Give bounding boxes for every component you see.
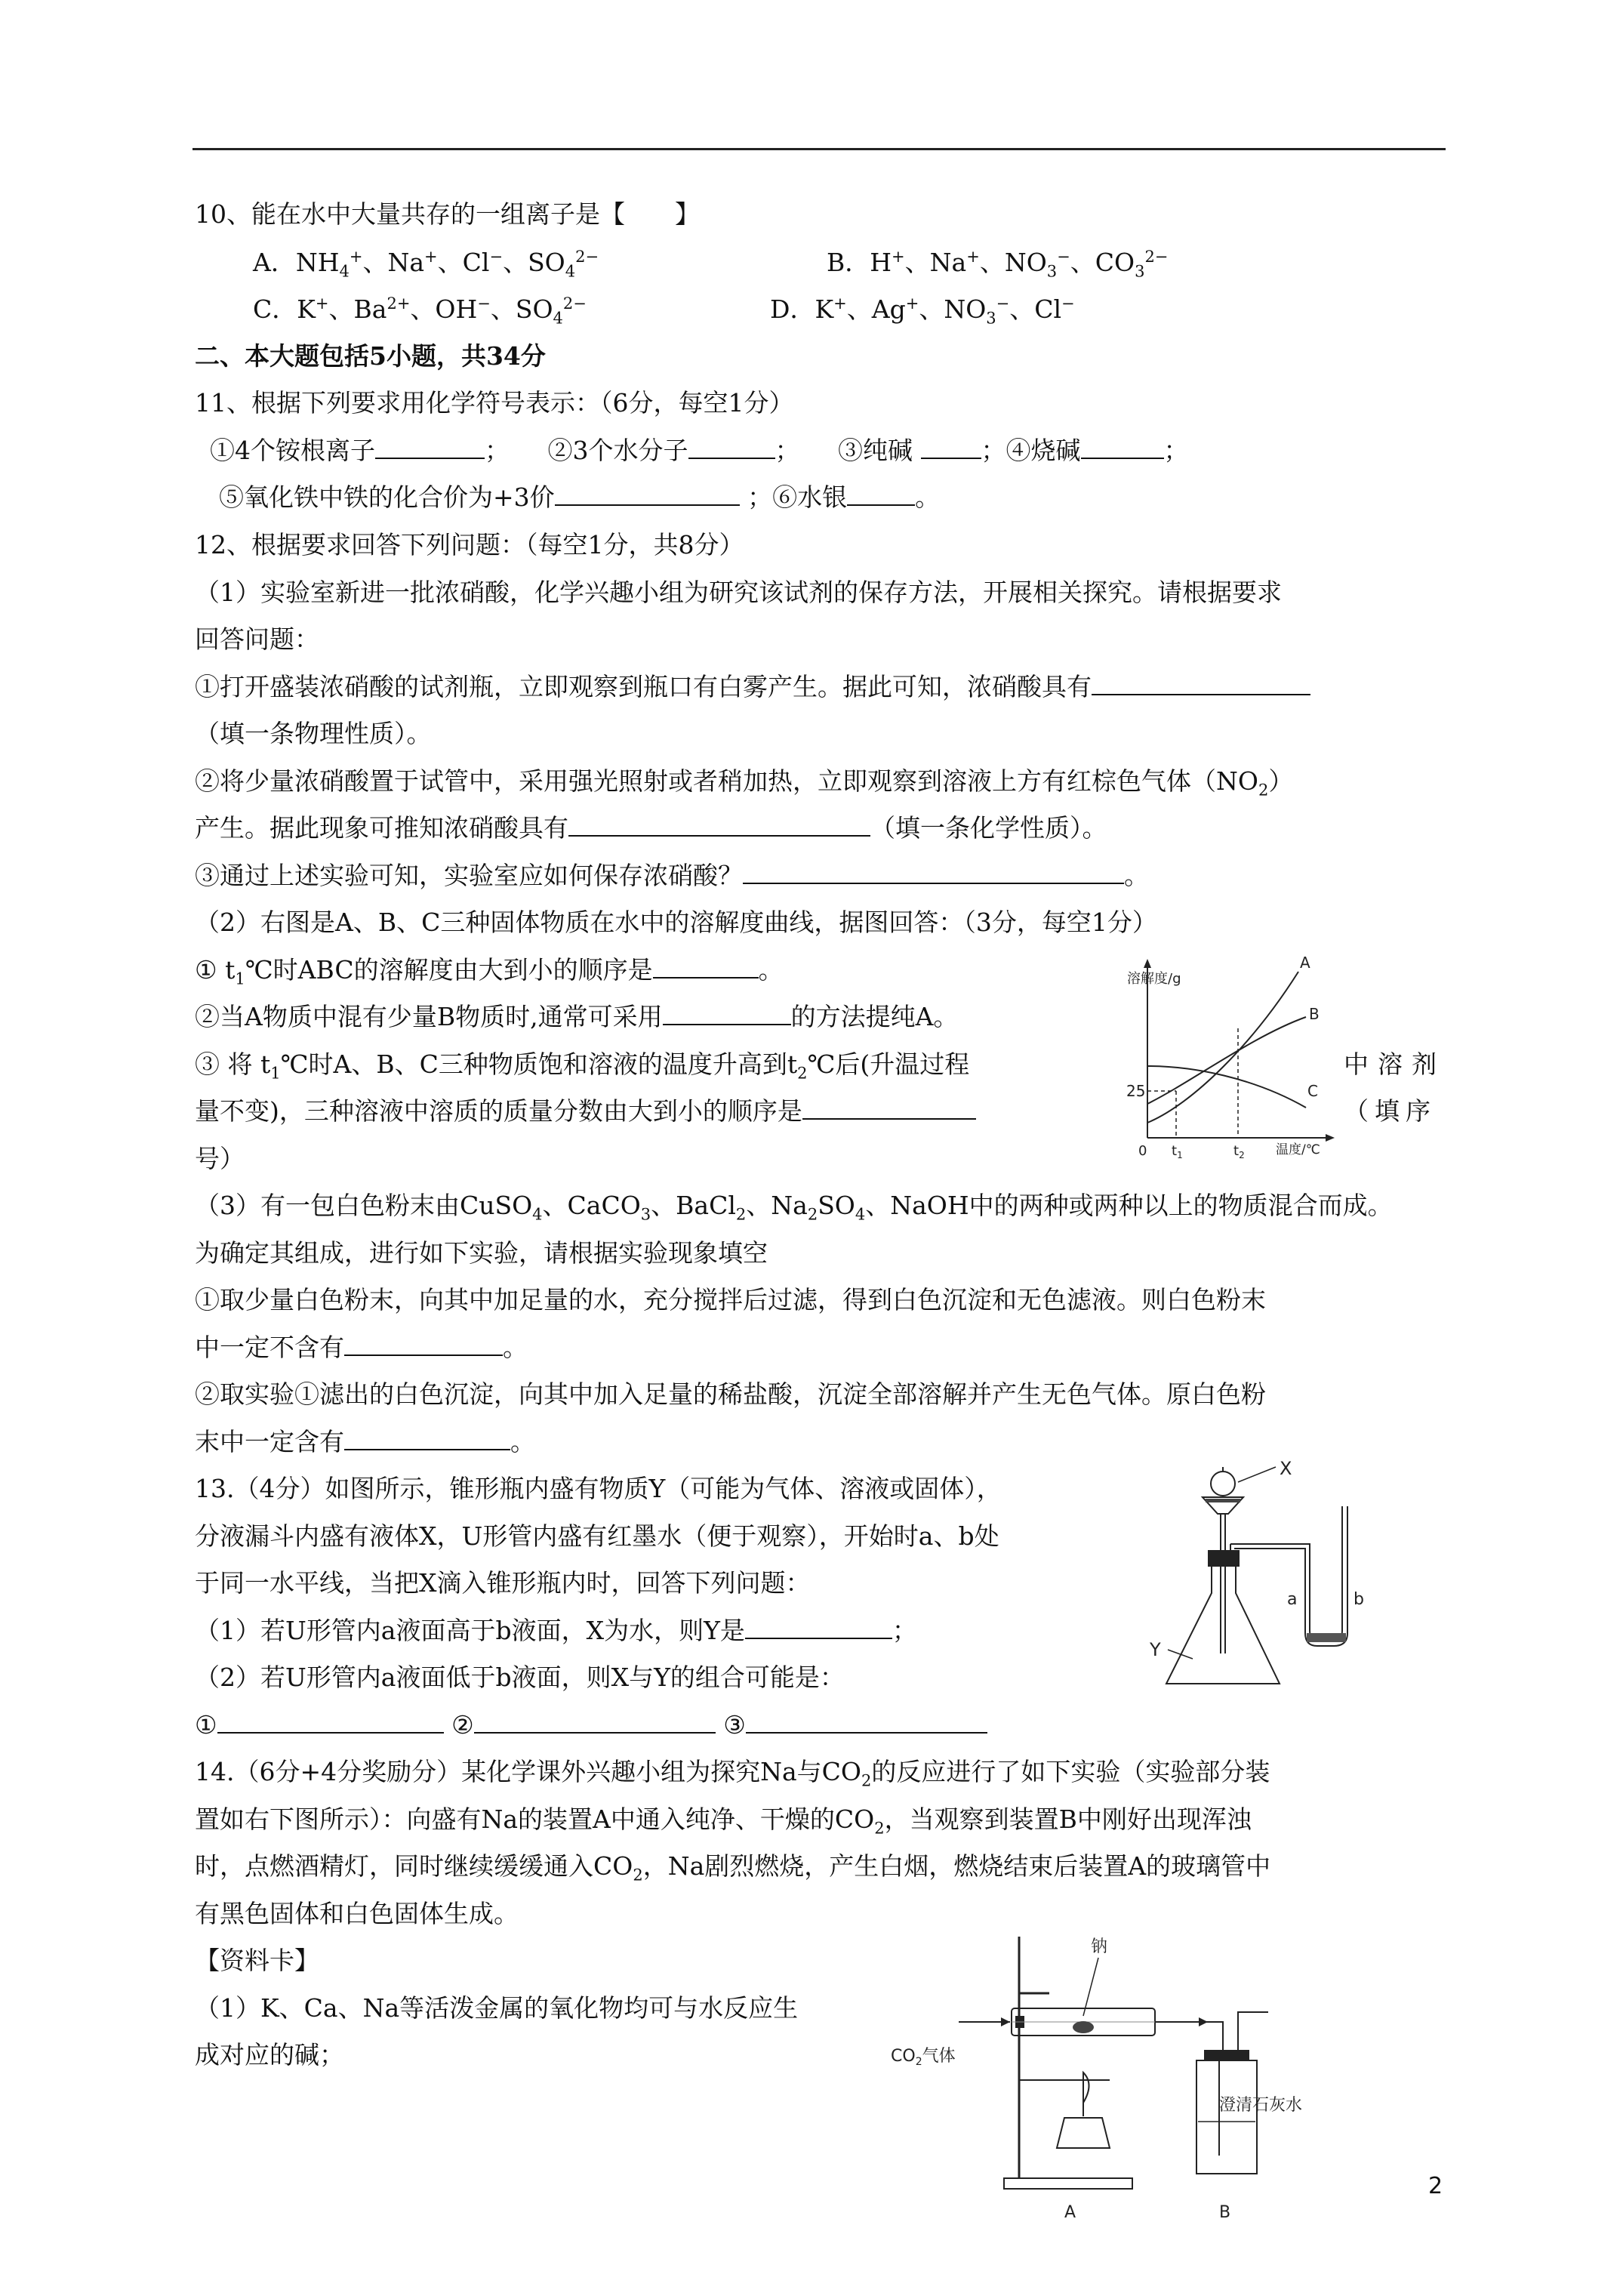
fig-limewater-label: 澄清石灰水 — [1219, 2096, 1303, 2115]
label-a: A — [1300, 954, 1310, 972]
q11-blank-3[interactable] — [921, 435, 981, 459]
q13-options: ① ② ③ — [195, 1709, 987, 1742]
q12-s2-b: 产生。据此现象可推知浓硝酸具有 （填一条化学性质）。 — [195, 813, 1107, 843]
fig-co2-label: $CO_2$气体 — [891, 2047, 956, 2068]
fig-na-label: 钠 — [1091, 1937, 1108, 1956]
q12-t3-d: 量不变)，三种溶液中溶质的质量分数由大到小的顺序是 — [195, 1095, 976, 1128]
flask-body — [1166, 1567, 1280, 1684]
q14-line2: 置如右下图所示）：向盛有Na的装置A中通入纯净、干燥的$CO_2$，当观察到装置B中刚好出现浑浊 — [195, 1804, 1252, 1838]
outlet-tube — [1155, 2022, 1223, 2050]
q11-line2: ⑤氧化铁中铁的化合价为+3价 ；⑥水银 。 — [219, 482, 941, 512]
q13-blank-4[interactable] — [746, 1709, 987, 1734]
q11-blank-4[interactable] — [1081, 435, 1164, 459]
y-axis-arrow — [1144, 959, 1151, 968]
q12-part2: （2）右图是A、B、C三种固体物质在水中的溶解度曲线，据图回答：（3分，每空1分） — [195, 908, 1157, 937]
q11-blank-6[interactable] — [847, 482, 915, 506]
q13-line4: （1）若U形管内a液面高于b液面，X为水，则Y是 ； — [195, 1616, 917, 1645]
y-tick-25: 25 — [1126, 1082, 1146, 1100]
label-c: C — [1307, 1082, 1318, 1100]
q13-line3: 于同一水平线，当把X滴入锥形瓶内时，回答下列问题： — [195, 1568, 811, 1598]
flask-stopper — [1208, 1550, 1240, 1567]
q10-stem: 10、能在水中大量共存的一组离子是【 】 — [195, 199, 700, 229]
q13-line1: 13.（4分）如图所示，锥形瓶内盛有物质Y（可能为气体、溶液或固体）， — [195, 1474, 1002, 1503]
apparatus-figure — [883, 1922, 1427, 2239]
fig-label-a: A — [1064, 2203, 1076, 2222]
q13-line2: 分液漏斗内盛有液体X，U形管内盛有红墨水（便于观察），开始时a、b处 — [195, 1521, 999, 1551]
u-tube-outer — [1305, 1506, 1347, 1646]
fig-label-x: X — [1280, 1461, 1292, 1479]
y-axis-label: 溶解度/g — [1127, 971, 1181, 987]
fig-label-a: a — [1287, 1590, 1298, 1609]
q12-t2: ②当A物质中混有少量B物质时,通常可采用 的方法提纯A。 — [195, 1002, 959, 1031]
u-tube-ink — [1307, 1633, 1346, 1642]
stand-base — [1004, 2178, 1132, 2189]
q12-blank-1[interactable] — [1092, 671, 1310, 695]
q10-option-a[interactable]: A．$NH_4^+$、Na+、Cl−、$SO_4^{2-}$ — [253, 248, 599, 281]
q13-blank-1[interactable] — [745, 1615, 892, 1639]
funnel-bulb — [1211, 1472, 1235, 1496]
q13-blank-3[interactable] — [474, 1709, 716, 1734]
q12-r2-a: ②取实验①滤出的白色沉淀，向其中加入足量的稀盐酸，沉淀全部溶解并产生无色气体。原白色粉 — [195, 1379, 1266, 1409]
label-b: B — [1309, 1005, 1320, 1023]
q12-s1-b: （填一条物理性质）。 — [195, 719, 432, 748]
q12-r1-b: 中一定不含有 。 — [195, 1333, 528, 1362]
q12-blank-8[interactable] — [344, 1426, 510, 1450]
section-heading: 二、本大题包括5小题，共34分 — [195, 341, 546, 371]
x-pointer — [1238, 1467, 1276, 1482]
q12-t3-right: 中溶剂 — [1344, 1049, 1446, 1079]
q11-blank-5[interactable] — [555, 482, 740, 506]
q14-card-1: （1）K、Ca、Na等活泼金属的氧化物均可与水反应生 — [195, 1993, 799, 2023]
q12-blank-7[interactable] — [344, 1332, 503, 1356]
na-pointer — [1083, 1958, 1098, 2016]
q12-r1-a: ①取少量白色粉末，向其中加足量的水，充分搅拌后过滤，得到白色沉淀和无色滤液。则白色粉末 — [195, 1285, 1266, 1314]
q14-line1: 14.（6分+4分奖励分）某化学课外兴趣小组为探究Na与$CO_2$的反应进行了如下实验（实验部分装 — [195, 1757, 1270, 1790]
fig-label-b: b — [1354, 1590, 1364, 1609]
t2-label: $t_2$ — [1233, 1143, 1245, 1160]
q12-t3-right2: （填序 — [1344, 1096, 1437, 1126]
q12-blank-4[interactable] — [653, 954, 759, 978]
q11-line1: ①4个铵根离子 ； ②3个水分子 ； ③纯碱 ；④烧碱 ； — [210, 436, 1189, 465]
header-rule — [192, 148, 1446, 150]
q12-part3-c: 为确定其组成，进行如下实验，请根据实验现象填空 — [195, 1238, 768, 1268]
outlet-arrow — [1199, 2017, 1208, 2026]
q10-option-c[interactable]: C．K+、$Ba^{2+}$、OH−、$SO_4^{2-}$ — [253, 294, 587, 328]
q12-blank-3[interactable] — [743, 860, 1124, 884]
x-axis-arrow — [1326, 1134, 1335, 1142]
q12-blank-2[interactable] — [568, 812, 870, 837]
origin-label: 0 — [1138, 1143, 1147, 1159]
q12-s3: ③通过上述实验可知，实验室应如何保存浓硝酸？ 。 — [195, 861, 1149, 890]
q14-card-2: 成对应的碱； — [195, 2040, 344, 2069]
fig-label-b: B — [1219, 2203, 1231, 2222]
q12-stem: 12、根据要求回答下列问题：（每空1分，共8分） — [195, 530, 744, 559]
q12-t3-e: 号） — [195, 1144, 245, 1173]
alcohol-lamp — [1057, 2118, 1110, 2148]
q12-s2-a: ②将少量浓硝酸置于试管中，采用强光照射或者稍加热，立即观察到溶液上方有红棕色气体$(NO_2)$ — [195, 766, 1294, 800]
q14-card-title: 【资料卡】 — [195, 1946, 319, 1975]
q10-option-d[interactable]: D．K+、Ag+、$NO_3^-$、Cl− — [770, 294, 1075, 328]
q12-s1-a: ①打开盛装浓硝酸的试剂瓶，立即观察到瓶口有白雾产生。据此可知，浓硝酸具有 — [195, 670, 1310, 704]
flask-utube-figure — [1136, 1461, 1408, 1703]
sodium-sample — [1073, 2021, 1094, 2033]
q13-line5: （2）若U形管内a液面低于b液面，则X与Y的组合可能是： — [195, 1663, 845, 1692]
x-axis-label: 温度/℃ — [1276, 1142, 1320, 1157]
q13-blank-2[interactable] — [217, 1709, 444, 1734]
q11-blank-1[interactable] — [375, 435, 485, 459]
funnel-liquid — [1206, 1499, 1240, 1502]
q12-r2-b: 末中一定含有 。 — [195, 1427, 535, 1456]
bottle-stopper — [1204, 2050, 1249, 2060]
co2-inlet-arrow — [1001, 2017, 1010, 2026]
u-tube-inner — [1310, 1506, 1342, 1641]
q12-part1-a: （1）实验室新进一批浓硝酸，化学兴趣小组为研究该试剂的保存方法，开展相关探究。请根据要求 — [195, 578, 1282, 607]
q12-t3: ③ 将 $t_1℃$时A、B、C三种物质饱和溶液的温度升高到$t_2℃$后(升温过程 — [195, 1049, 970, 1083]
t1-label: $t_1$ — [1172, 1143, 1183, 1160]
q14-line3: 时，点燃酒精灯，同时继续缓缓通入$CO_2$，Na剧烈燃烧，产生白烟，燃烧结束后装置A的玻璃管中 — [195, 1851, 1271, 1885]
q14-line4: 有黑色固体和白色固体生成。 — [195, 1899, 519, 1928]
page-number: 2 — [1428, 2173, 1443, 2199]
curve-a — [1147, 972, 1298, 1123]
curve-b — [1147, 1017, 1306, 1104]
curve-c — [1147, 1066, 1306, 1108]
q11-stem: 11、根据下列要求用化学符号表示：（6分，每空1分） — [195, 388, 794, 418]
q11-blank-2[interactable] — [688, 435, 775, 459]
bottle-b — [1196, 2060, 1257, 2174]
q10-option-b[interactable]: B．H+、Na+、$NO_3^-$、$CO_3^{2-}$ — [827, 248, 1169, 281]
q12-blank-5[interactable] — [663, 1001, 791, 1025]
q12-part3-a: （3）有一包白色粉末由CuSO$_4$、CaCO$_3$、BaCl$_2$、$Na_2SO_4$、NaOH中的两种或两种以上的物质混合而成。 — [195, 1191, 1393, 1224]
q12-blank-6[interactable] — [802, 1096, 976, 1120]
q12-part1-b: 回答问题： — [195, 624, 319, 654]
fig-label-y: Y — [1150, 1639, 1161, 1660]
q12-t1: ① $t_1℃$时ABC的溶解度由大到小的顺序是 。 — [195, 955, 784, 988]
bottle-outlet — [1238, 2012, 1268, 2050]
solubility-graph — [1125, 953, 1344, 1160]
lamp-flame — [1083, 2073, 1089, 2116]
